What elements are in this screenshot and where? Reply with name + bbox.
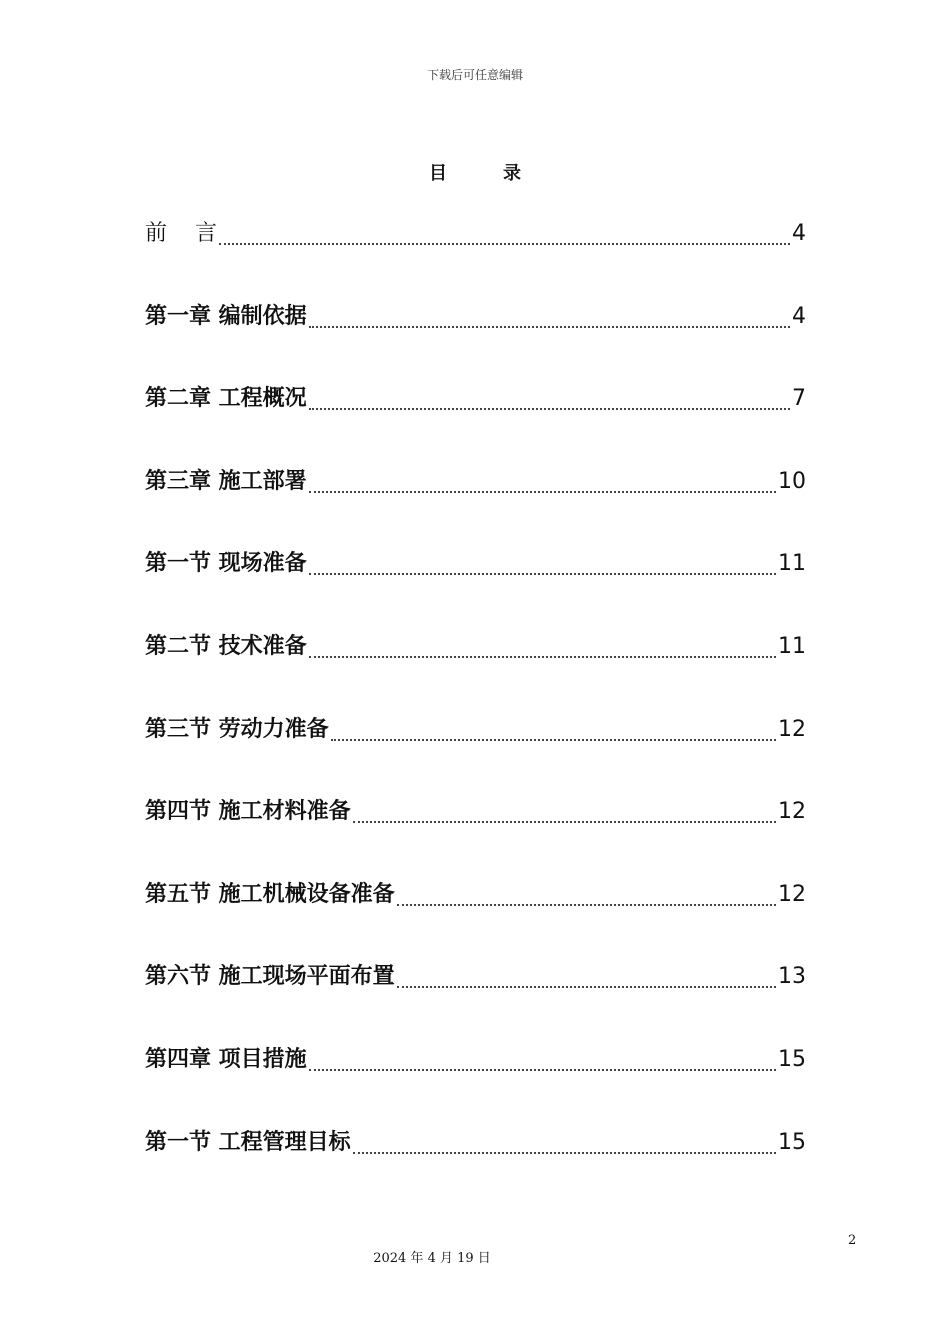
- toc-dot-leader: [309, 381, 790, 410]
- toc-entry[interactable]: [145, 381, 806, 464]
- toc-title: [0, 159, 950, 185]
- toc-entry-page: 10: [778, 468, 806, 494]
- toc-entry-label: 第五节 施工机械设备准备: [145, 881, 395, 907]
- toc-preface-char-1: 前: [145, 221, 168, 246]
- toc-title-char-1: 目: [429, 163, 447, 184]
- toc-entry-label: 第四节 施工材料准备: [145, 799, 351, 825]
- toc-entry[interactable]: [145, 794, 806, 877]
- toc-dot-leader: [397, 877, 776, 906]
- toc-entry[interactable]: [145, 1125, 806, 1208]
- toc-entry-label: 第一节 现场准备: [145, 551, 307, 577]
- toc-entry-label: 第四章 项目措施: [145, 1046, 307, 1072]
- footer-date: 2024 年 4 月 19 日: [373, 1251, 491, 1266]
- toc-entry-page: 4: [792, 303, 806, 329]
- toc-entry-page: 4: [792, 221, 806, 246]
- toc-entry-page: 13: [778, 964, 806, 990]
- toc-dot-leader: [309, 629, 776, 658]
- toc-entry-page: 12: [778, 716, 806, 742]
- toc-entry[interactable]: [145, 712, 806, 795]
- toc-entry[interactable]: [145, 299, 806, 382]
- toc-entry-label: 第六节 施工现场平面布置: [145, 964, 395, 990]
- toc-entry-page: 15: [778, 1129, 806, 1155]
- header-note: 下载后可任意编辑: [426, 68, 523, 82]
- toc-entry[interactable]: [145, 877, 806, 960]
- page-number: 2: [848, 1233, 857, 1248]
- toc-dot-leader: [309, 299, 790, 328]
- toc-entry-page: 12: [778, 799, 806, 825]
- toc-entry[interactable]: [145, 959, 806, 1042]
- toc-entry-page: 7: [792, 386, 806, 412]
- toc-entry-page: 12: [778, 881, 806, 907]
- toc-entry[interactable]: [145, 546, 806, 629]
- toc-dot-leader: [219, 216, 790, 245]
- toc-entry-label: 第一章 编制依据: [145, 303, 307, 329]
- toc-entry-label: 第一节 工程管理目标: [145, 1129, 351, 1155]
- toc-dot-leader: [353, 1125, 776, 1154]
- toc-dot-leader: [331, 712, 776, 741]
- toc-entry-preface[interactable]: [145, 216, 806, 299]
- toc-entry-label: 第三节 劳动力准备: [145, 716, 329, 742]
- toc-dot-leader: [309, 1042, 776, 1071]
- toc-entry-label: 第二章 工程概况: [145, 386, 307, 412]
- toc-entry[interactable]: [145, 629, 806, 712]
- toc-entry-page: 11: [778, 551, 806, 577]
- toc-entry-label: [145, 216, 217, 252]
- toc-dot-leader: [309, 546, 776, 575]
- toc-entry-label: 第二节 技术准备: [145, 633, 307, 659]
- toc-entry-page: 11: [778, 633, 806, 659]
- toc-entry[interactable]: [145, 1042, 806, 1125]
- toc-dot-leader: [397, 959, 776, 988]
- toc-entry[interactable]: [145, 464, 806, 547]
- toc-entry-label: 第三章 施工部署: [145, 468, 307, 494]
- toc-dot-leader: [353, 794, 776, 823]
- toc-dot-leader: [309, 464, 776, 493]
- toc-title-char-2: 录: [503, 163, 521, 184]
- toc-preface-char-2: 言: [195, 221, 218, 246]
- toc-entry-page: 15: [778, 1046, 806, 1072]
- table-of-contents: [145, 216, 806, 1207]
